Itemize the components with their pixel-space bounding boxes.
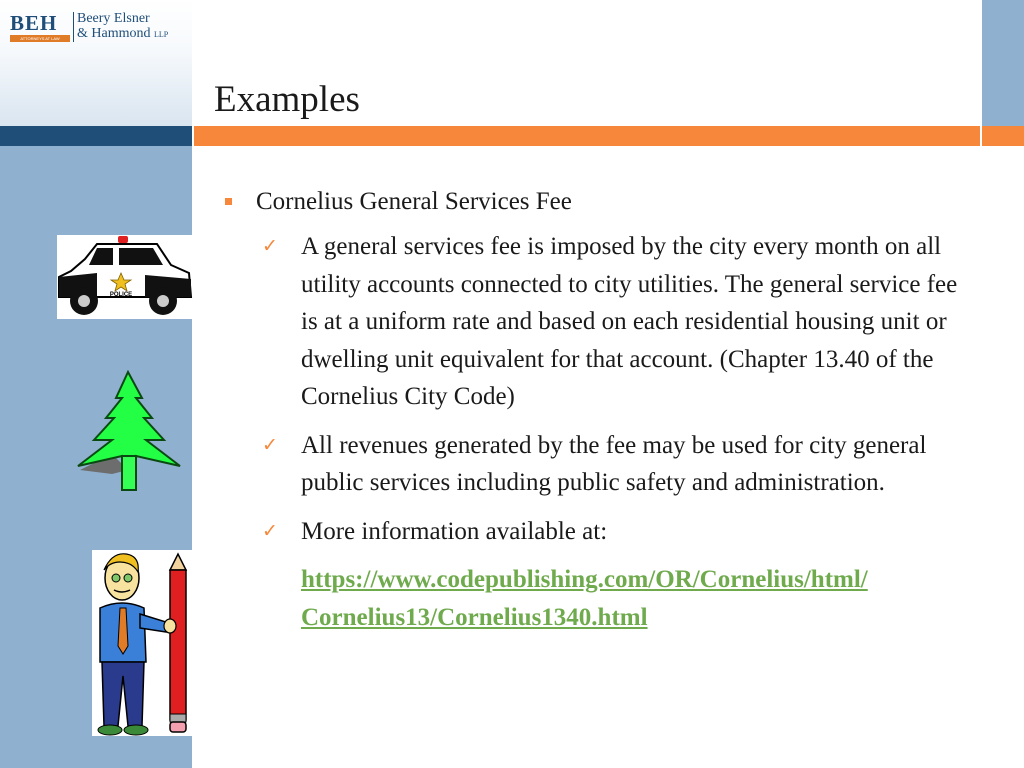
main-bullet-text: Cornelius General Services Fee bbox=[256, 188, 572, 215]
logo-name-line1: Beery Elsner bbox=[77, 11, 150, 26]
link-line-1: https://www.codepublishing.com/OR/Cornelius/html/ bbox=[301, 566, 868, 593]
logo-tagline: ATTORNEYS AT LAW bbox=[10, 35, 70, 42]
right-accent-strip bbox=[982, 0, 1024, 126]
logo-mark: BEH bbox=[10, 11, 58, 35]
slide-content bbox=[222, 186, 967, 636]
sub-bullet-text: More information available at: bbox=[301, 517, 608, 545]
header-divider bbox=[192, 0, 194, 146]
sub-bullet-item bbox=[222, 513, 967, 551]
check-icon: ✓ bbox=[262, 433, 278, 456]
orange-band bbox=[194, 126, 980, 146]
main-bullet bbox=[222, 186, 967, 218]
check-icon: ✓ bbox=[262, 235, 278, 257]
sub-bullet-text: A general services fee is imposed by the city every month on all utility accounts connected to city utilities. The general service fee is at a uniform rate and based on each residential housing unit or dwelling unit equivalent for that account. (Chapter 13.40 of the Cornelius City Code) bbox=[301, 233, 958, 410]
logo-separator bbox=[73, 12, 74, 42]
slide-title: Examples bbox=[214, 79, 360, 120]
square-bullet-icon bbox=[225, 198, 232, 205]
orange-band-right bbox=[982, 126, 1024, 146]
logo-name-line2: & Hammond bbox=[77, 26, 151, 41]
navy-band bbox=[0, 126, 192, 146]
reference-link-block bbox=[222, 561, 967, 636]
sub-bullet-item bbox=[222, 427, 967, 502]
sub-bullet-item bbox=[222, 228, 967, 416]
code-reference-link[interactable] bbox=[301, 566, 868, 631]
link-line-2: Cornelius13/Cornelius1340.html bbox=[301, 603, 648, 631]
sub-bullet-list bbox=[222, 228, 967, 550]
tree-icon bbox=[72, 370, 184, 494]
police-label: POLICE bbox=[109, 292, 133, 298]
logo-firm-name bbox=[77, 11, 168, 42]
police-car-icon bbox=[57, 235, 193, 319]
logo-name-suffix: LLP bbox=[154, 30, 169, 39]
check-icon: ✓ bbox=[262, 519, 278, 542]
man-with-pencil-icon bbox=[92, 550, 192, 736]
sub-bullet-text: All revenues generated by the fee may be used for city general public services including public safety and administration. bbox=[301, 431, 927, 496]
